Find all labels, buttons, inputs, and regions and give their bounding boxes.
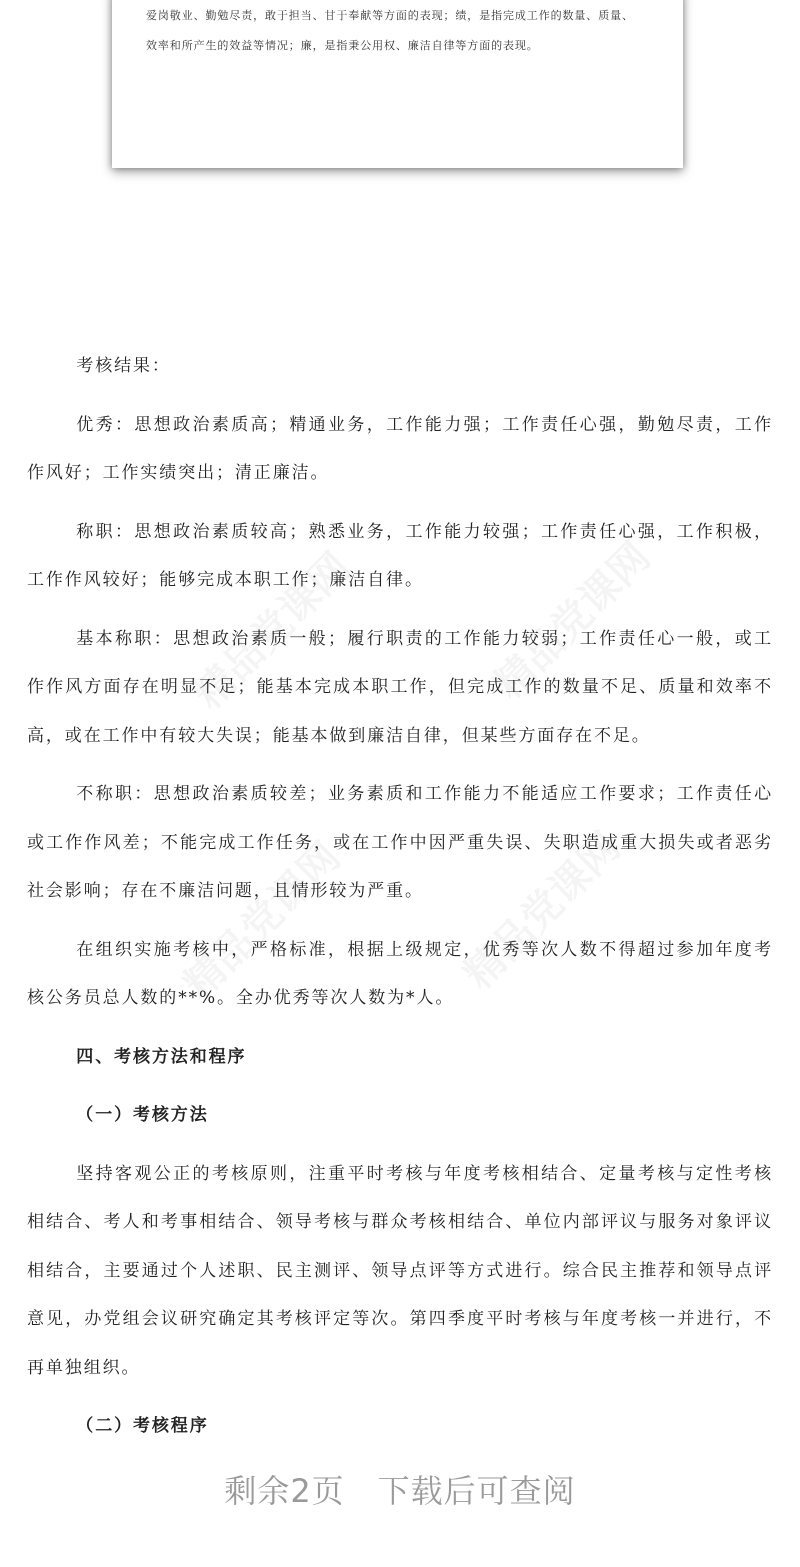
paragraph-competent: 称职：思想政治素质较高；熟悉业务，工作能力较强；工作责任心强，工作积极，工作作风较好；能够完成本职工作；廉洁自律。	[27, 521, 773, 590]
paragraph-basic-competent: 基本称职：思想政治素质一般；履行职责的工作能力较弱；工作责任心一般，或工作作风方面存在明显不足；能基本完成本职工作，但完成工作的数量不足、质量和效率不高，或在工作中有较大失误；能基本做到廉洁自律，但某些方面存在不足。	[27, 628, 773, 746]
heading-methods-procedures: 四、考核方法和程序	[76, 1046, 247, 1067]
preview-line: 爱岗敬业、勤勉尽责，敢于担当、甘于奉献等方面的表现；绩，是指完成工作的数量、质量、	[146, 9, 634, 22]
paragraph-incompetent: 不称职：思想政治素质较差；业务素质和工作能力不能适应工作要求；工作责任心或工作作风差；不能完成工作任务，或在工作中因严重失误、失职造成重大损失或者恶劣社会影响；存在不廉洁问题，且情形较为严重。	[27, 784, 773, 901]
preview-page-card	[112, 0, 683, 168]
document-body	[27, 342, 773, 1461]
preview-line: 效率和所产生的效益等情况；廉，是指秉公用权、廉洁自律等方面的表现。	[146, 39, 539, 52]
subheading-procedures: （二）考核程序	[76, 1416, 209, 1436]
remaining-pages-download-prompt[interactable]: 剩余2页 下载后可查阅	[224, 1472, 576, 1510]
paragraph-methods: 坚持客观公正的考核原则，注重平时考核与年度考核相结合、定量考核与定性考核相结合、考人和考事相结合、领导考核与群众考核相结合、单位内部评议与服务对象评议相结合，主要通过个人述职、民主测评、领导点评等方式进行。综合民主推荐和领导点评意见，办党组会议研究确定其考核评定等次。第四季度平时考核与年度考核一并进行，不再单独组织。	[27, 1163, 773, 1378]
section-label: 考核结果：	[76, 356, 171, 376]
paragraph-quota: 在组织实施考核中，严格标准，根据上级规定，优秀等次人数不得超过参加年度考核公务员总人数的**%。全办优秀等次人数为*人。	[27, 939, 773, 1008]
subheading-methods: （一）考核方法	[76, 1105, 209, 1125]
paragraph-excellent: 优秀：思想政治素质高；精通业务，工作能力强；工作责任心强，勤勉尽责，工作作风好；工作实绩突出；清正廉洁。	[27, 414, 773, 483]
